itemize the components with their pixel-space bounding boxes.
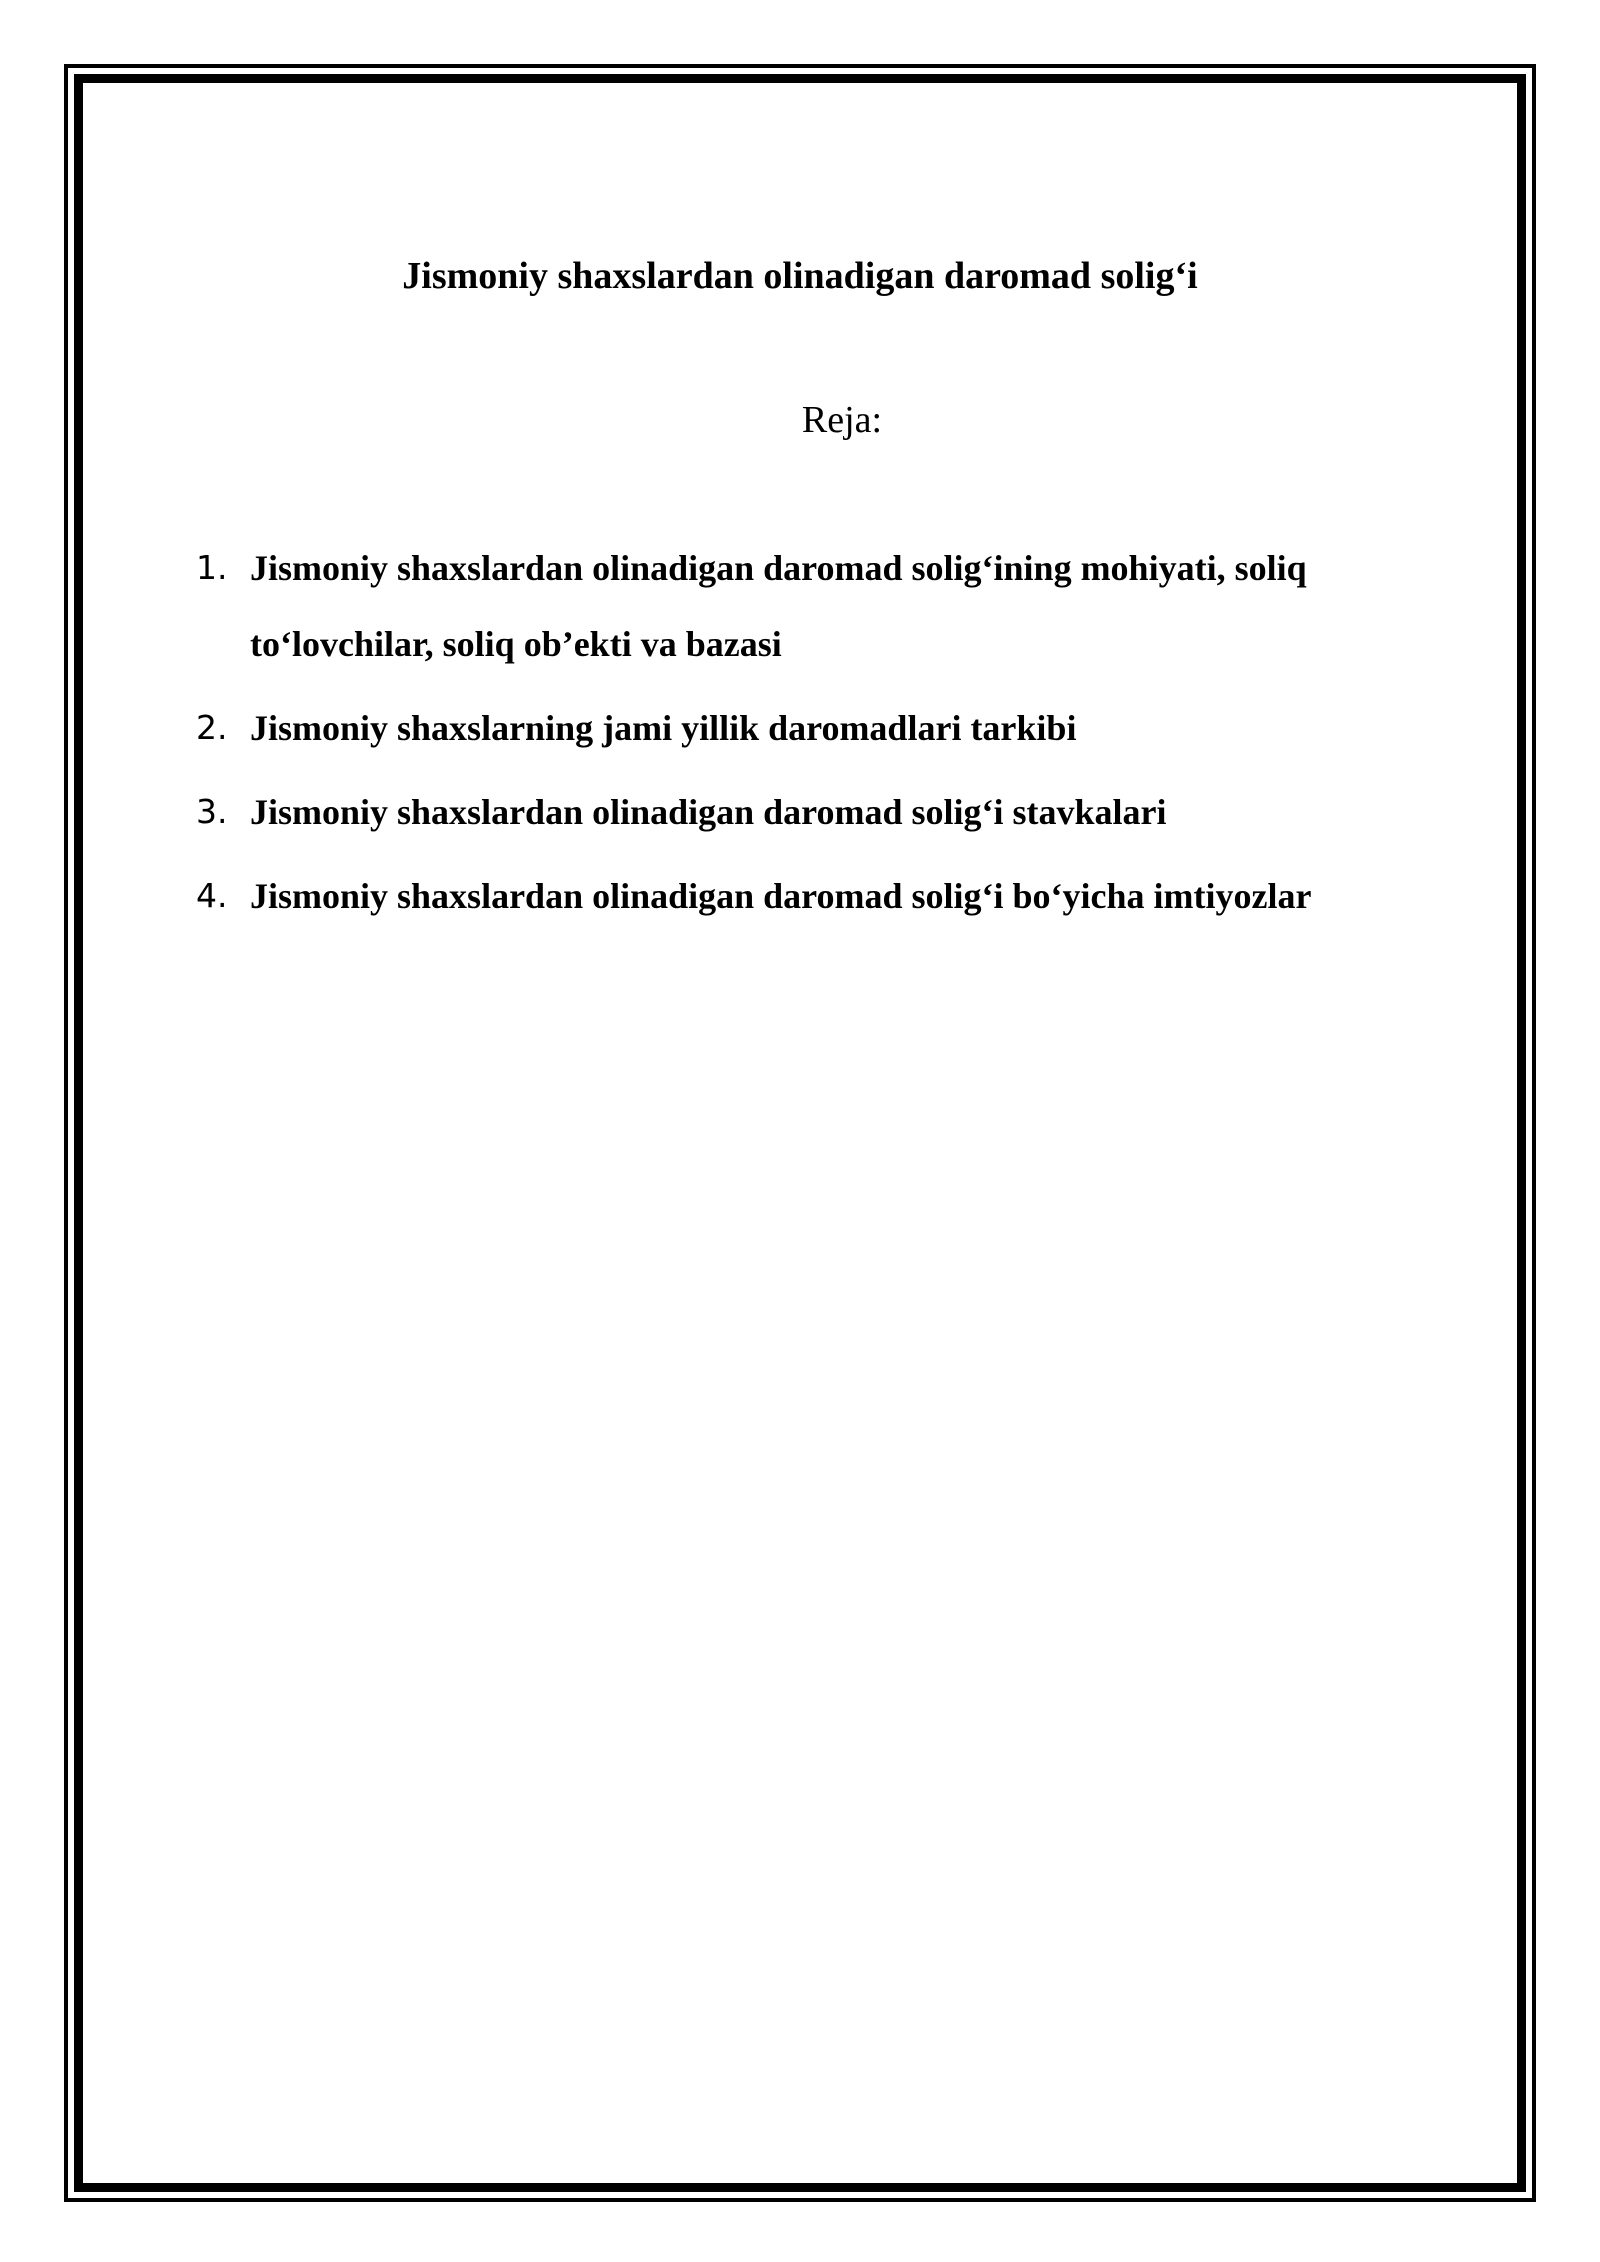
page-border-inner xyxy=(74,74,1526,2192)
plan-item-3 xyxy=(196,774,1476,850)
plan-item-4 xyxy=(196,858,1476,934)
document-title: Jismoniy shaxslardan olinadigan daromad solig‘i xyxy=(402,255,1198,297)
plan-item-text: Jismoniy shaxslardan olinadigan daromad solig‘i stavkalari xyxy=(250,792,1167,832)
plan-heading: Reja: xyxy=(801,399,883,441)
plan-list xyxy=(196,530,1476,942)
plan-item-number: 2. xyxy=(196,708,228,747)
plan-item-number: 3. xyxy=(196,792,228,831)
plan-item-text: Jismoniy shaxslarning jami yillik daromadlari tarkibi xyxy=(250,708,1077,748)
plan-item-number: 1. xyxy=(196,548,228,587)
plan-item-text: Jismoniy shaxslardan olinadigan daromad solig‘ining mohiyati, soliq to‘lovchilar, soliq ob’ekti va bazasi xyxy=(250,548,1307,664)
plan-item-2 xyxy=(196,690,1476,766)
plan-item-text: Jismoniy shaxslardan olinadigan daromad solig‘i bo‘yicha imtiyozlar xyxy=(250,876,1312,916)
plan-item-1 xyxy=(196,530,1476,682)
plan-item-number: 4. xyxy=(196,876,228,915)
